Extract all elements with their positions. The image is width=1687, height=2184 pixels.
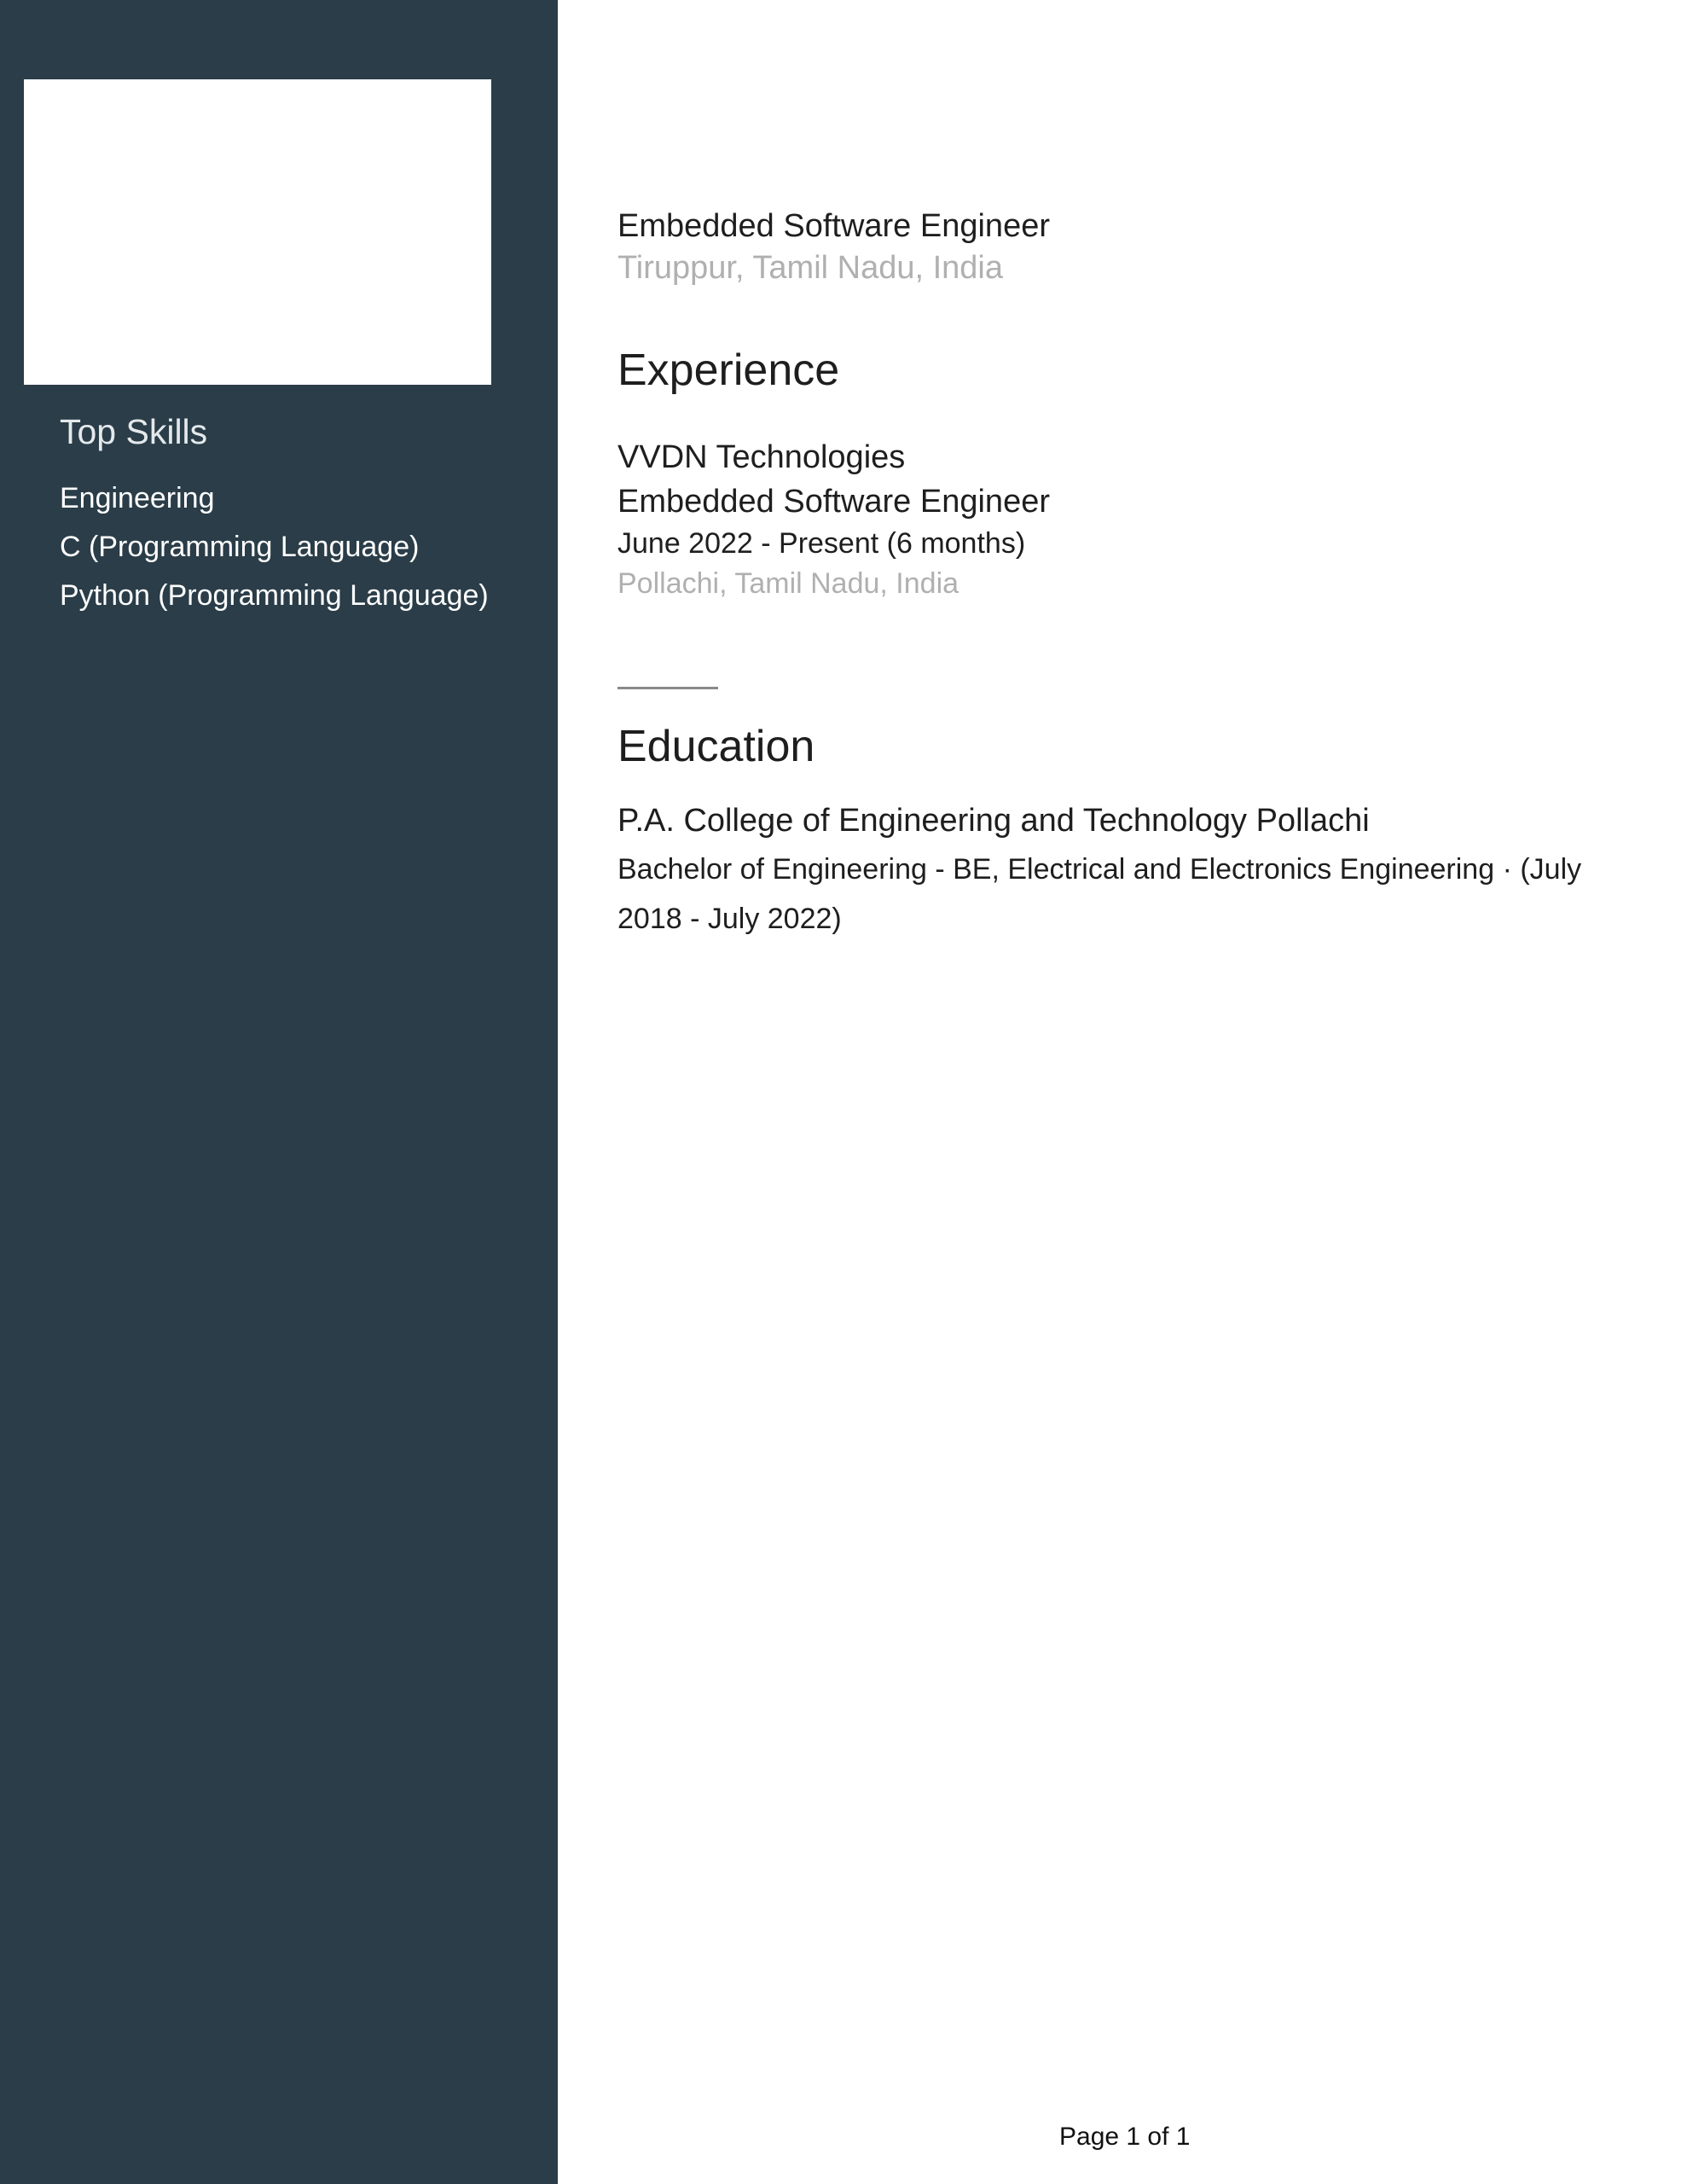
skill-item: C (Programming Language) [60, 531, 420, 563]
experience-heading: Experience [617, 346, 840, 395]
skill-item: Engineering [60, 482, 215, 514]
experience-dates: June 2022 - Present (6 months) [617, 527, 1026, 560]
education-heading: Education [617, 722, 815, 771]
experience-company: VVDN Technologies [617, 439, 906, 475]
experience-role: Embedded Software Engineer [617, 484, 1050, 520]
experience-location: Pollachi, Tamil Nadu, India [617, 567, 959, 600]
section-divider [617, 687, 718, 689]
profile-location: Tiruppur, Tamil Nadu, India [617, 250, 1004, 286]
top-skills-heading: Top Skills [60, 412, 208, 451]
skills-list [60, 474, 489, 620]
sidebar [0, 0, 558, 2184]
education-school: P.A. College of Engineering and Technology Pollachi [617, 803, 1370, 839]
skill-item: Python (Programming Language) [60, 579, 489, 612]
page-number: Page 1 of 1 [1059, 2123, 1191, 2151]
education-degree: Bachelor of Engineering - BE, Electrical and Electronics Engineering · (July 2018 - July 2022) [617, 853, 1582, 935]
profile-photo-placeholder [24, 79, 491, 385]
profile-headline: Embedded Software Engineer [617, 208, 1050, 244]
